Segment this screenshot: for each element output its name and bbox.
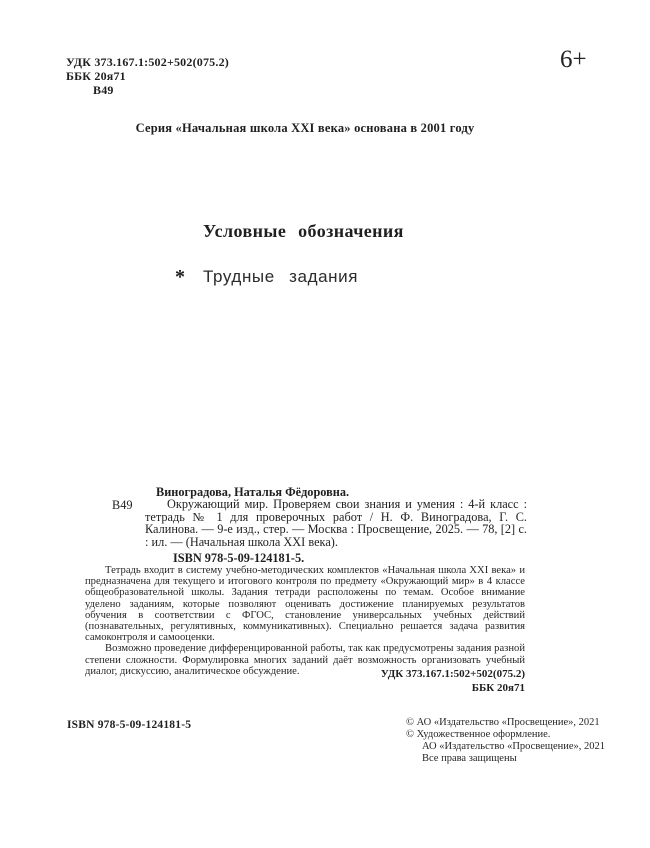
- annotation-block: [85, 565, 525, 677]
- copyright-line: © Художественное оформление.: [406, 728, 551, 740]
- catalog-description-text: Окружающий мир. Проверяем свои знания и умения : 4-й класс : тетрадь № 1 для проверочных работ / Н. Ф. Виноградова, Г. С. Калинова. — 9-е изд., стер. — Москва : Просвещение, 2025. — 78, [2] с. : ил. — (Начальная школа XXI века).: [145, 497, 527, 549]
- series-line: Серия «Начальная школа XXI века» основана в 2001 году: [135, 121, 475, 135]
- bbk-line: ББК 20я71: [66, 69, 126, 83]
- annotation-paragraph-1: Тетрадь входит в систему учебно-методических комплектов «Начальная школа XXI века» и предназначена для текущего и итогового контроля по предмету «Окружающий мир» в 4 классе общеобразовательной школы. Задания тетради расположены по темам. Особое внимание уделено заданиям, которые позволяют оценивать достижение планируемых результатов обучения в соответствии с ФГОС, становление универсальных учебных действий (познавательных, регулятивных, коммуникативных). Специально решается задача развития самоконтроля и самооценки.: [85, 565, 525, 644]
- asterisk-icon: *: [175, 266, 185, 288]
- copyright-line: АО «Издательство «Просвещение», 2021: [422, 740, 606, 752]
- catalog-description: [112, 497, 527, 549]
- imprint-codes-repeat: [381, 668, 525, 695]
- age-rating-badge: 6+: [560, 46, 587, 73]
- legend-item-label: Трудные задания: [203, 267, 359, 286]
- author-code: В49: [93, 83, 114, 97]
- legend-block: [175, 221, 404, 288]
- annotation-paragraph-2: Возможно проведение дифференцированной работы, так как предусмотрены задания разной степени сложности. Формулировка многих заданий даёт возможность организовать учебный диалог, дискуссию, аналитическое обсуждение.: [85, 643, 525, 677]
- udk-repeat-line: УДК 373.167.1:502+502(075.2): [380, 668, 525, 680]
- udk-line: УДК 373.167.1:502+502(075.2): [66, 55, 229, 69]
- catalog-card: [112, 485, 527, 566]
- legend-title: Условные обозначения: [203, 221, 404, 241]
- legend-item: [175, 266, 404, 288]
- catalog-author-code: В49: [112, 498, 133, 513]
- catalog-isbn: ISBN 978-5-09-124181-5.: [173, 551, 305, 566]
- catalog-author: Виноградова, Наталья Фёдоровна.: [156, 485, 350, 499]
- footer-isbn: ISBN 978-5-09-124181-5: [67, 719, 192, 731]
- bbk-repeat-line: ББК 20я71: [471, 681, 525, 694]
- copyright-line: © АО «Издательство «Просвещение», 2021: [406, 717, 600, 728]
- imprint-codes-block: [66, 55, 229, 97]
- copyright-line: Все права защищены: [422, 752, 517, 764]
- copyright-block: [406, 717, 605, 765]
